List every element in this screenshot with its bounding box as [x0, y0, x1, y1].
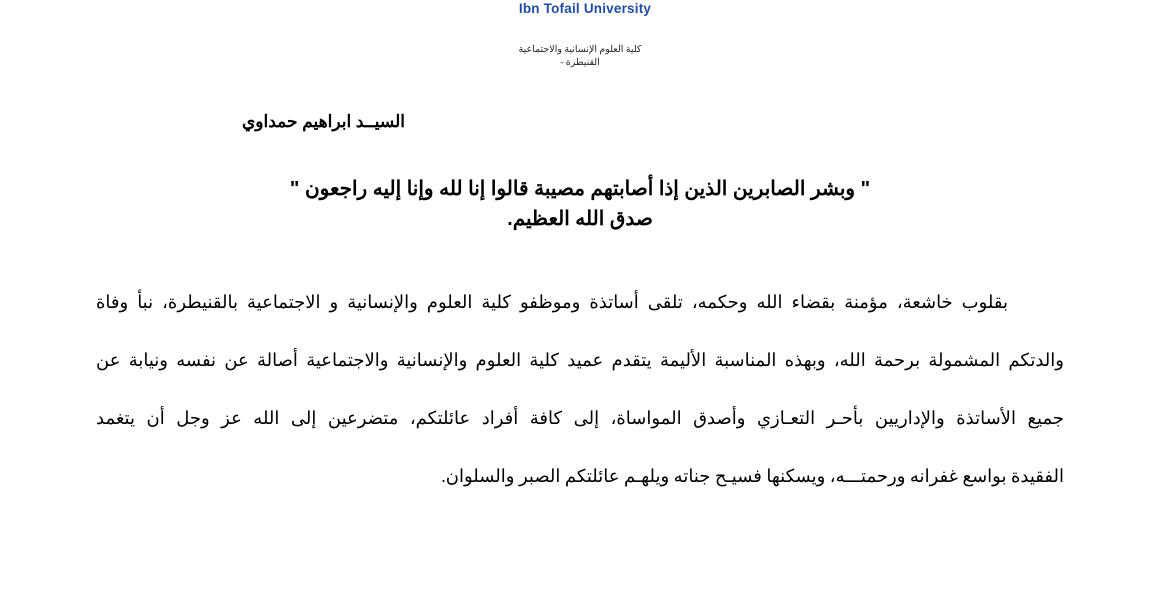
- recipient-name: السيــد ابراهيم حمداوي: [242, 112, 405, 131]
- university-logo: [480, 0, 690, 20]
- quran-verse: [180, 174, 980, 234]
- condolence-body: [96, 287, 1064, 519]
- faculty-header: [480, 44, 680, 70]
- body-line-2: والدتكم المشمولة برحمة الله، وبهذه المناسبة الأليمة يتقدم عميد كلية العلوم والإنسانية والاجتماعية أصالة عن نفسه ونيابة عن: [96, 350, 1064, 370]
- body-line-3: جميع الأساتذة والإداريين بأحـر التعـازي وأصدق المواساة، إلى كافة أفراد عائلتكم، متضرعين إلى الله عز وجل أن يتغمد: [96, 408, 1064, 428]
- verse-line-1: " وبشر الصابرين الذين إذا أصابتهم مصيبة قالوا إنا لله وإنا إليه راجعون ": [289, 178, 871, 200]
- body-line-1: بقلوب خاشعة، مؤمنة بقضاء الله وحكمه، تلقى أساتذة وموظفو كلية العلوم والإنسانية و الاجتماعية بالقنيطرة، نبأ وفاة: [96, 292, 1008, 312]
- university-name: Ibn Tofail University: [518, 1, 652, 16]
- body-line-4: الفقيدة بواسع غفرانه ورحمتـــه، ويسكنها فسيـح جناته ويلهـم عائلتكم الصبر والسلوان.: [441, 466, 1064, 486]
- verse-line-2: صدق الله العظيم.: [507, 208, 653, 230]
- faculty-name: كلية العلوم الإنسانية والاجتماعية: [518, 45, 642, 55]
- faculty-city: القنيطرة -: [560, 58, 600, 68]
